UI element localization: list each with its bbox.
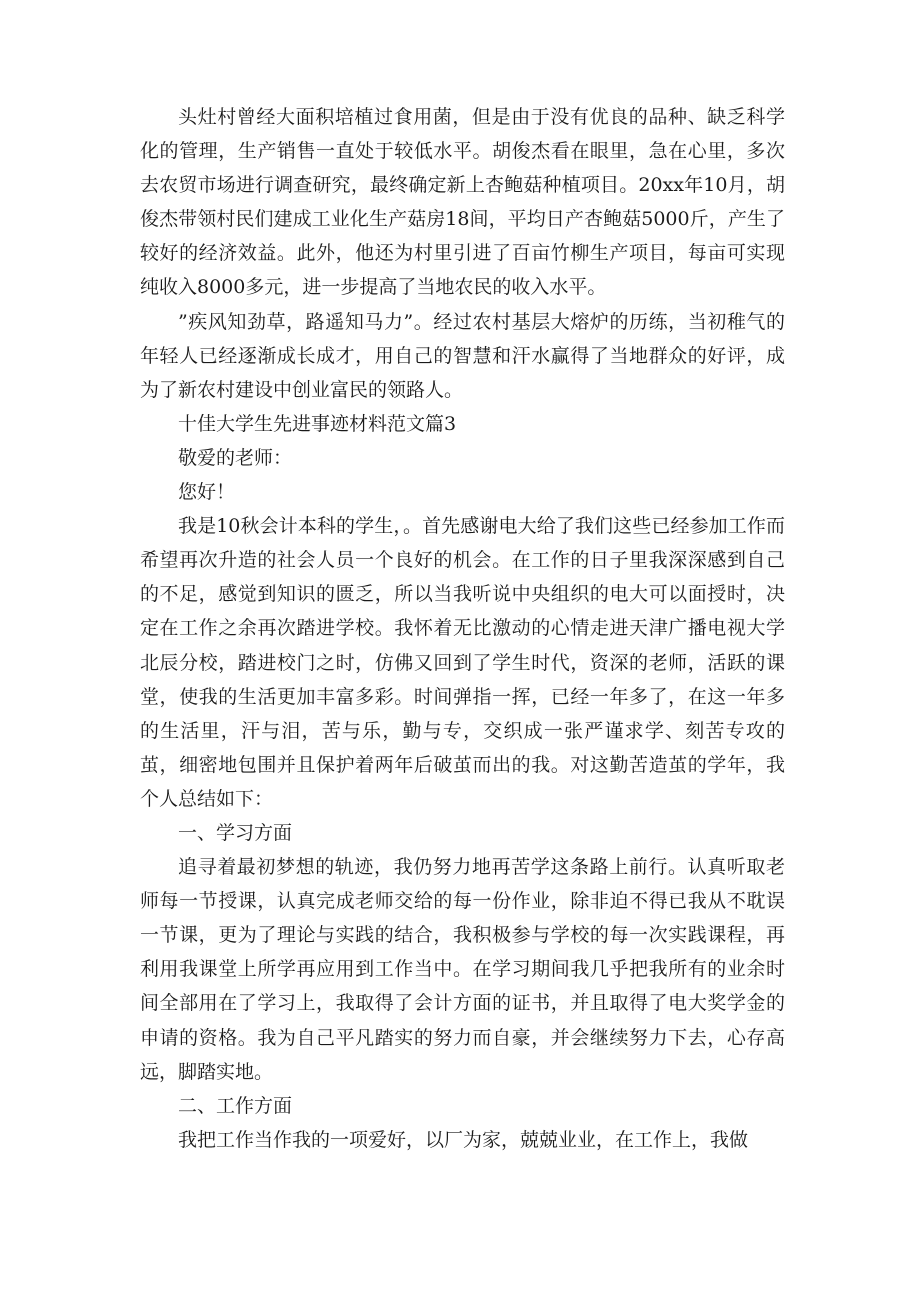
paragraph-mushroom-project: 头灶村曾经大面积培植过食用菌，但是由于没有优良的品种、缺乏科学化的管理，生产销售一直处于较低水平。胡俊杰看在眼里，急在心里，多次去农贸市场进行调查研究，最终确定新上杏鲍菇种植项目。20xx年10月，胡俊杰带领村民们建成工业化生产菇房18间，平均日产杏鲍菇5000斤，产生了较好的经济效益。此外，他还为村里引进了百亩竹柳生产项目，每亩可实现纯收入8000多元，进一步提高了当地农民的收入水平。	[140, 106, 785, 299]
section-heading-study: 一、学习方面	[178, 821, 293, 844]
section-heading-work: 二、工作方面	[178, 1094, 293, 1117]
paragraph-introduction: 我是10秋会计本科的学生，。首先感谢电大给了我们这些已经参加工作而希望再次升造的社会人员一个良好的机会。在工作的日子里我深深感到自己的不足，感觉到知识的匮乏，所以当我听说中央组织的电大可以面授时，决定在工作之余再次踏进学校。我怀着无比激动的心情走进天津广播电视大学北辰分校，踏进校门之时，仿佛又回到了学生时代，资深的老师，活跃的课堂，使我的生活更加丰富多彩。时间弹指一挥，已经一年多了，在这一年多的生活里，汗与泪，苦与乐，勤与专，交织成一张严谨求学、刻苦专攻的茧，细密地包围并且保护着两年后破茧而出的我。对这勤苦造茧的学年，我个人总结如下：	[140, 515, 785, 810]
salutation: 敬爱的老师：	[178, 446, 293, 469]
greeting: 您好！	[178, 481, 236, 504]
document-body	[140, 100, 785, 1157]
paragraph-work: 我把工作当作我的一项爱好，以厂为家，兢兢业业，在工作上，我做	[178, 1128, 749, 1151]
paragraph-study: 追寻着最初梦想的轨迹，我仍努力地再苦学这条路上前行。认真听取老师每一节授课，认真完成老师交给的每一份作业，除非迫不得已我从不耽误一节课，更为了理论与实践的结合，我积极参与学校的每一次实践课程，再利用我课堂上所学再应用到工作当中。在学习期间我几乎把我所有的业余时间全部用在了学习上，我取得了会计方面的证书，并且取得了电大奖学金的申请的资格。我为自己平凡踏实的努力而自豪，并会继续努力下去，心存高远，脚踏实地。	[140, 856, 785, 1083]
article-title: 十佳大学生先进事迹材料范文篇3	[178, 412, 457, 435]
paragraph-leader-summary: ”疾风知劲草，路遥知马力”。经过农村基层大熔炉的历练，当初稚气的年轻人已经逐渐成长成才，用自己的智慧和汗水赢得了当地群众的好评，成为了新农村建设中创业富民的领路人。	[140, 310, 785, 401]
